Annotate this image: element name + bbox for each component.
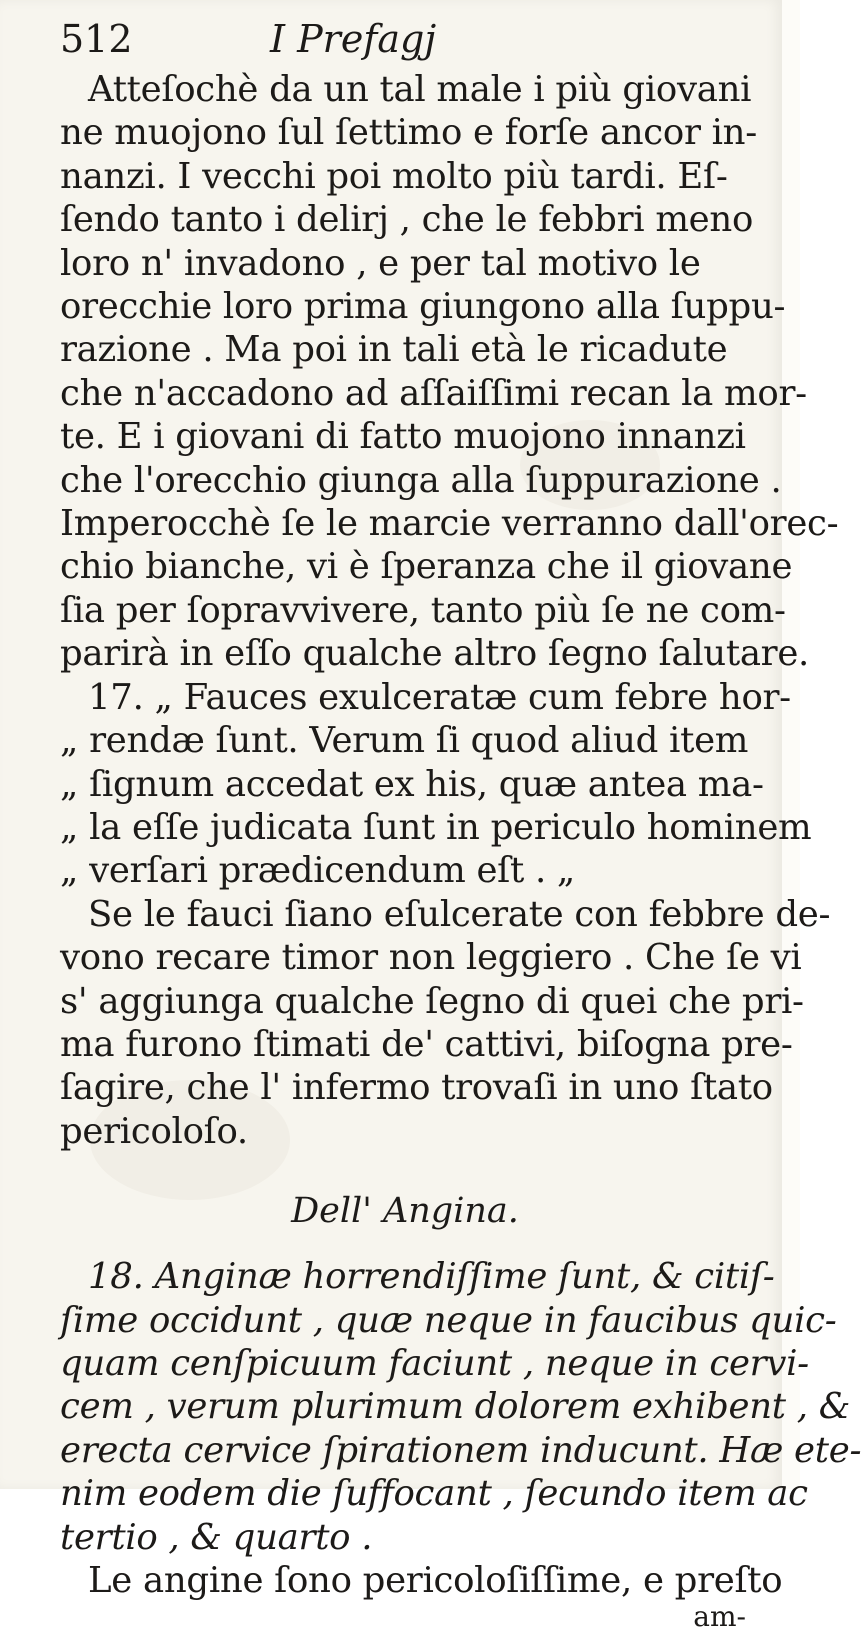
text-line: nanzi. I vecchi poi molto più tardi. Eſ- [60, 155, 728, 197]
running-head [60, 10, 750, 68]
text-line: ſagire, che l' infermo trovaſi in uno ſtato [60, 1067, 773, 1109]
text-line: ſendo tanto i delirj , che le febbri meno [60, 199, 754, 241]
text-block [60, 10, 861, 1633]
text-line: nim eodem die ſuffocant , ſecundo item ac [60, 1473, 808, 1515]
section-title: Dell' Angina. [291, 1191, 519, 1232]
text-line: „ verſari prædicendum eſt . „ [60, 850, 576, 892]
paragraph-5 [60, 1559, 783, 1602]
text-line: che n'accadono ad aſſaiſſimi recan la mor- [60, 372, 807, 414]
text-line: vono recare timor non leggiero . Che ſe vi [60, 937, 802, 979]
page-number: 512 [60, 17, 133, 61]
text-line: razione . Ma poi in tali età le ricadute [60, 329, 728, 371]
text-line: pericoloſo. [60, 1110, 248, 1152]
text-line: Le angine ſono pericoloſiſſime, e preſto [88, 1560, 783, 1601]
text-line: erecta cervice ſpirationem inducunt. Hæ ete- [60, 1429, 861, 1471]
catchword: am- [693, 1600, 746, 1633]
text-line: quam cenſpicuum faciunt , neque in cervi- [60, 1342, 809, 1384]
text-line: ſime occidunt , quæ neque in faucibus quic- [60, 1299, 837, 1341]
text-line: ſia per ſopravvivere, tanto più ſe ne com- [60, 589, 786, 631]
text-line: „ la eſſe judicata ſunt in periculo hominem [60, 806, 812, 848]
text-line: te. E i giovani di fatto muojono innanzi [60, 416, 746, 458]
running-title: I Prefagj [270, 17, 437, 61]
text-line: parirà in eſſo qualche altro ſegno ſalutare. [60, 633, 810, 675]
text-line: „ ſignum accedat ex his, quæ antea ma- [60, 763, 764, 805]
paragraph-3 [60, 893, 831, 1153]
paragraph-4-aphorism [60, 1255, 861, 1559]
text-line: orecchie loro prima giungono alla ſuppu- [60, 286, 786, 328]
text-line: 17. „ Fauces exulceratæ cum febre hor- [88, 676, 791, 718]
text-line: ma furono ſtimati de' cattivi, biſogna pre- [60, 1023, 793, 1065]
text-line: che l'orecchio giunga alla ſuppurazione . [60, 459, 782, 501]
paragraph-2-aphorism [60, 676, 812, 893]
paragraph-1 [60, 68, 839, 676]
text-line: tertio , & quarto . [60, 1516, 373, 1558]
text-line: Atteſochè da un tal male i più giovani [88, 69, 752, 110]
text-line: s' aggiunga qualche ſegno di quei che pri- [60, 980, 804, 1022]
text-line: Imperocchè ſe le marcie verranno dall'orec- [60, 503, 839, 545]
text-line: loro n' invadono , e per tal motivo le [60, 242, 701, 284]
text-line: „ rendæ ſunt. Verum ſi quod aliud item [60, 720, 749, 762]
text-line: Se le fauci ſiano eſulcerate con febbre de- [88, 893, 831, 935]
text-line: cem , verum plurimum dolorem exhibent , & [60, 1386, 851, 1428]
text-line: 18. Anginæ horrendiſſime ſunt, & citiſ- [88, 1256, 775, 1298]
text-line: ne muojono ſul ſettimo e forſe ancor in- [60, 112, 757, 154]
text-line: chio bianche, vi è ſperanza che il giovane [60, 546, 793, 588]
